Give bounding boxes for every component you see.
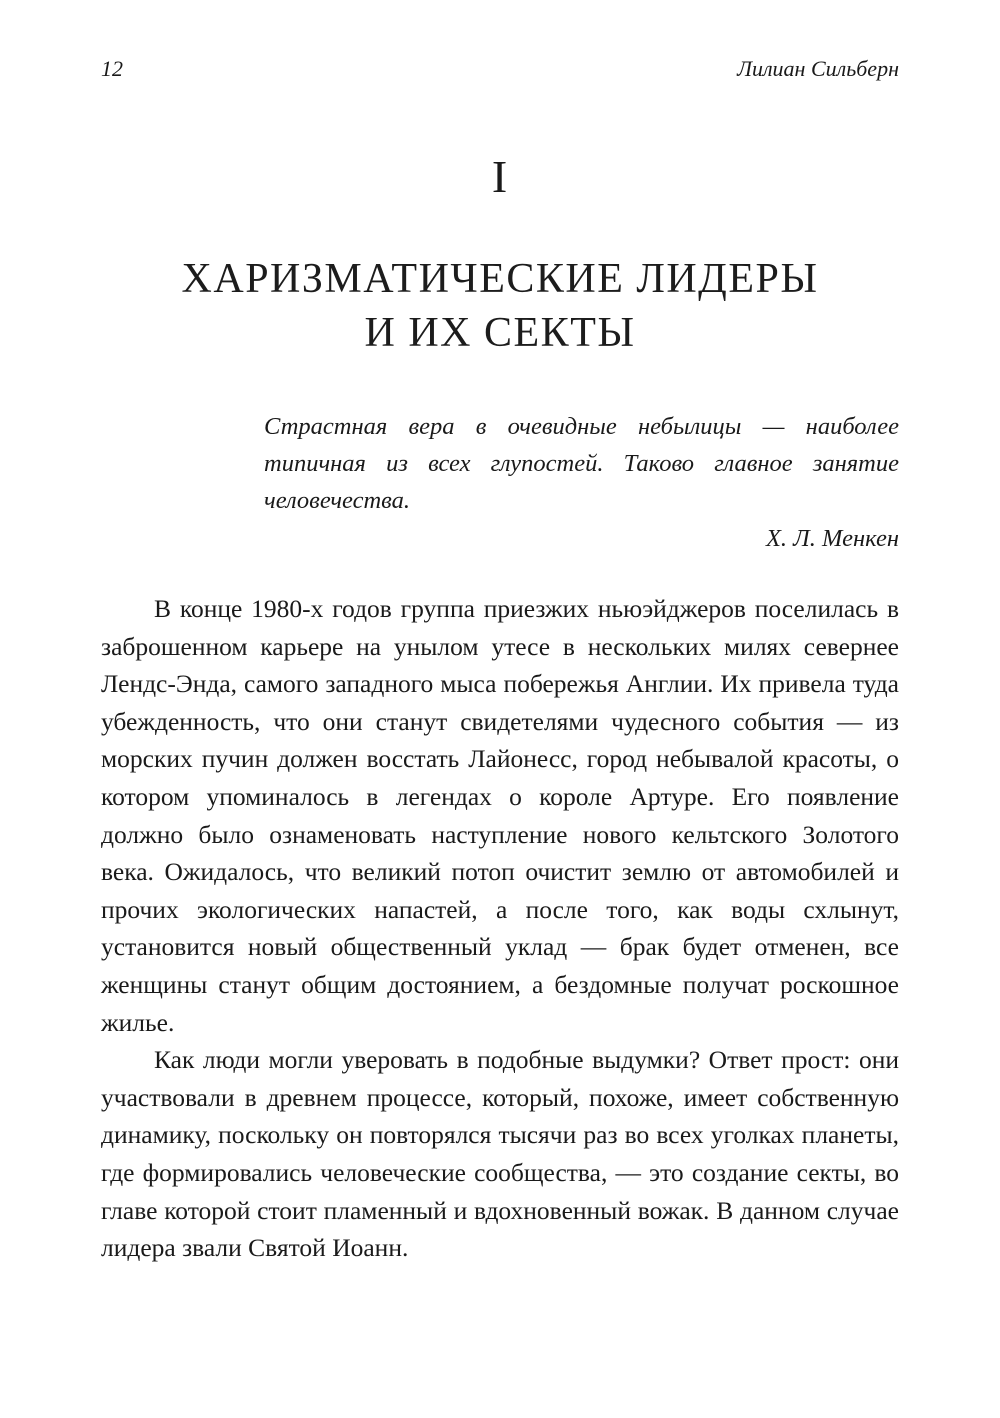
chapter-title-line-2: И ИХ СЕКТЫ bbox=[364, 310, 636, 356]
chapter-number: I bbox=[491, 151, 509, 202]
chapter-title-line-1: ХАРИЗМАТИЧЕСКИЕ ЛИДЕРЫ bbox=[181, 256, 819, 302]
page-number: 12 bbox=[101, 56, 123, 81]
running-author: Лилиан Сильберн bbox=[737, 56, 899, 81]
paragraph: Как люди могли уверовать в подобные выдумки? Ответ прост: они участвовали в древнем процессе, который, похоже, имеет собственную динамику, поскольку он повторялся тысячи раз во всех уголках планеты, где формировались человеческие сообщества, — это создание секты, во главе которой стоит пламенный и вдохновенный вожак. В данном случае лидера звали Святой Иоанн. bbox=[101, 1045, 899, 1263]
epigraph-quote: Страстная вера в очевидные небылицы — наиболее типичная из всех глупостей. Таково главное занятие человечества. bbox=[264, 413, 899, 514]
running-header bbox=[101, 56, 899, 86]
paragraph: В конце 1980-х годов группа приезжих ньюэйджеров поселилась в заброшенном карьере на унылом утесе в нескольких милях севернее Лендс-Энда, самого западного мыса побережья Англии. Их привела туда убежденность, что они станут свидетелями чудесного события — из морских пучин должен восстать Лайонесс, город небывалой красоты, о котором упоминалось в легендах о короле Артуре. Его появление должно было ознаменовать наступление нового кельтского Золотого века. Ожидалось, что великий потоп очистит землю от автомобилей и прочих экологических напастей, а после того, как воды схлынут, установится новый общественный уклад — брак будет отменен, все женщины станут общим достоянием, а бездомные получат роскошное жилье. bbox=[101, 594, 899, 1037]
epigraph-author: Х. Л. Менкен bbox=[765, 525, 899, 552]
body-text bbox=[101, 590, 899, 1267]
chapter-title bbox=[101, 252, 899, 360]
epigraph bbox=[264, 408, 899, 557]
